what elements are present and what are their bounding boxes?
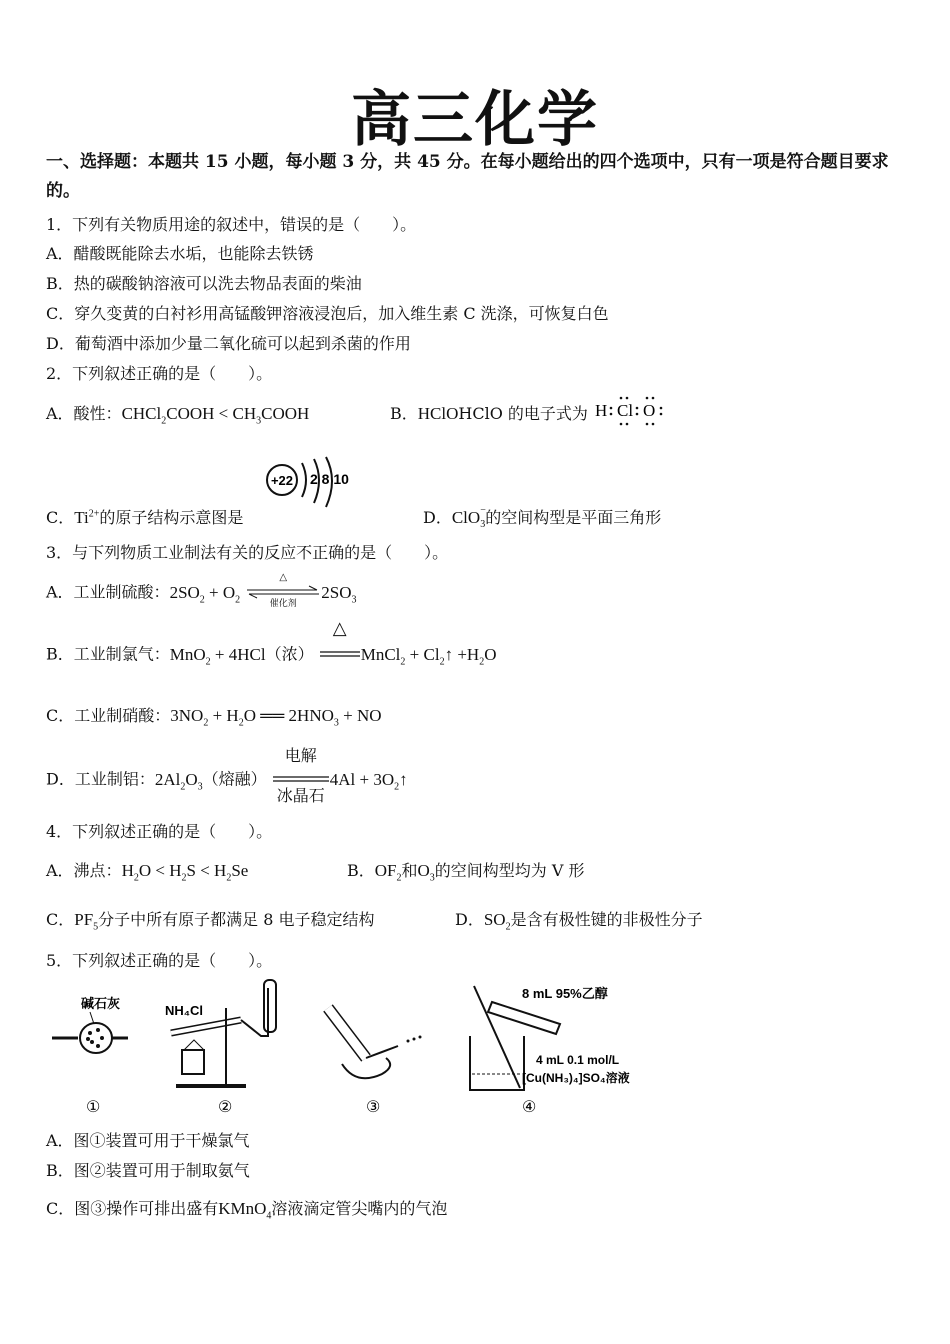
svg-text:O: O (643, 400, 656, 420)
q4-option-d: D．$SO_2$是含有极性键的非极性分子 (455, 910, 703, 933)
q4-option-a: A．沸点：$H_2O < H_2S < H_2Se$ (46, 861, 249, 884)
question-3-stem: 3．与下列物质工业制法有关的反应不正确的是（ ）。 (46, 543, 449, 562)
reaction-equals-sign (319, 618, 361, 670)
q4-d-prefix: D． (455, 910, 484, 929)
q4-b-text2: 的空间构型均为 V 形 (434, 861, 585, 880)
q3-d-condition-top: 电解 (284, 746, 317, 765)
q5-c-prefix: C．图③操作可排出盛有 (46, 1199, 219, 1218)
q3-a-condition-bottom: 催化剂 (269, 599, 297, 609)
q3-option-a: A．工业制硫酸：$2SO_2 + O_2$ △ 催化剂 $2SO_3$ (46, 572, 357, 609)
q2-b-prefix: B． (390, 404, 418, 423)
section-heading: 一、选择题：本题共 15 小题，每小题 3 分，共 45 分。在每小题给出的四个选项中，只有一项是符合题目要求的。 (46, 152, 889, 201)
q1-option-c: C．穿久变黄的白衬衫用高锰酸钾溶液浸泡后，加入维生素 C 洗涤，可恢复白色 (46, 304, 609, 323)
q3-b-prefix: B．工业制氯气： (46, 644, 170, 664)
reversible-arrow (245, 572, 321, 609)
question-1-stem: 1．下列有关物质用途的叙述中，错误的是（ ）。 (46, 215, 417, 234)
electrolysis-equals-sign (272, 746, 330, 805)
q2-c-prefix: C． (46, 508, 75, 527)
q2-c-text: 的原子结构示意图是 (99, 508, 244, 527)
q2-a-formula: CHCl$_2$COOH < $CH_3COOH$ (121, 404, 310, 427)
q2-d-text: 的空间构型是平面三角形 (485, 508, 662, 527)
beaker-ethanol-apparatus (470, 986, 630, 1116)
q3-option-b: B．工业制氯气：MnO$_2$ + 4HCl（浓） △ MnCl$_2$ + $Cl_2↑ +H_2O$ (46, 640, 496, 670)
q2-option-d: D．ClO $_{- 3}$的空间构型是平面三角形 (423, 505, 662, 531)
q5-option-a: A．图①装置可用于干燥氯气 (46, 1131, 250, 1150)
drying-tube-apparatus (52, 996, 128, 1116)
q1-option-a: A．醋酸既能除去水垢，也能除去铁锈 (46, 244, 314, 263)
ethanol-label: 8 mL 95%乙醇 (522, 986, 608, 1001)
page-title: 高三化学 (351, 85, 599, 155)
q3-b-condition-top: △ (332, 618, 347, 639)
q2-option-c: C．$Ti^{2+}$的原子结构示意图是 (46, 508, 244, 527)
hclo-electron-formula (593, 394, 675, 428)
ammonia-generation-apparatus (165, 980, 276, 1116)
q4-b-text1: 和 (401, 861, 418, 880)
figure-number-1: ① (86, 1099, 101, 1116)
q3-a-prefix: A．工业制硫酸： (46, 582, 170, 602)
q5-c-text: 溶液滴定管尖嘴内的气泡 (271, 1199, 448, 1218)
q4-a-prefix: A．沸点： (46, 861, 122, 880)
q5-option-c: C．图③操作可排出盛有KMnO$_4$溶液滴定管尖嘴内的气泡 (46, 1199, 448, 1222)
q4-b-prefix: B． (347, 861, 375, 880)
q3-a-condition-top: △ (279, 572, 288, 583)
solution-label: [Cu(NH₃)₄]SO₄溶液 (522, 1071, 630, 1085)
svg-text:Cl: Cl (617, 400, 634, 420)
soda-lime-label: 碱石灰 (81, 996, 121, 1011)
ti-nucleus-label: +22 (270, 473, 294, 488)
q5-option-b: B．图②装置可用于制取氨气 (46, 1161, 250, 1180)
svg-text:H: H (595, 400, 608, 420)
q3-d-melt: （熔融） (202, 769, 267, 789)
q3-d-prefix: D．工业制铝： (46, 769, 155, 789)
ti-shell-electrons: 2 8 10 (310, 471, 349, 487)
nh4cl-label: NH₄Cl (165, 1003, 203, 1018)
question-2-stem: 2．下列叙述正确的是（ ）。 (46, 364, 273, 383)
q1-option-b: B．热的碳酸钠溶液可以洗去物品表面的柴油 (46, 274, 362, 293)
q2-d-prefix: D． (423, 508, 452, 527)
q1-option-d: D．葡萄酒中添加少量二氧化硫可以起到杀菌的作用 (46, 334, 411, 353)
q2-b-text: HClO 的电子式为 (458, 404, 588, 423)
question-4-stem: 4．下列叙述正确的是（ ）。 (46, 822, 273, 841)
q4-option-b: B．$OF_2$和$O_3$的空间构型均为 V 形 (347, 861, 585, 884)
q3-option-d: D．工业制铝：$2Al_2O_3$（熔融） 电解 冰晶石 $4Al + 3O_2↑$ (46, 765, 408, 795)
q4-option-c: C．$PF_5$分子中所有原子都满足 8 电子稳定结构 (46, 910, 375, 933)
q3-b-conc: （浓） (265, 644, 314, 664)
q4-c-text: 分子中所有原子都满足 8 电子稳定结构 (98, 910, 375, 929)
figure-number-4: ④ (522, 1099, 537, 1116)
ti-atomic-structure-diagram (262, 455, 357, 517)
burette-bubble-removal (328, 1008, 422, 1116)
concentration-label: 4 mL 0.1 mol/L (536, 1053, 620, 1067)
q4-c-prefix: C． (46, 910, 75, 929)
q3-d-condition-bottom: 冰晶石 (276, 786, 325, 805)
q2-option-a (46, 401, 309, 426)
apparatus-figure (46, 978, 666, 1120)
q2-option-b: B．HClOHClO 的电子式为 H Cl O (390, 401, 675, 428)
figure-number-2: ② (218, 1099, 233, 1116)
q3-c-prefix: C．工业制硝酸： (46, 706, 171, 725)
q3-option-c: C．工业制硝酸：$3NO_2 + H_2O$ ══ $2HNO_3$ + NO (46, 706, 382, 729)
question-5-stem: 5．下列叙述正确的是（ ）。 (46, 951, 273, 970)
figure-number-3: ③ (366, 1099, 381, 1116)
q4-d-text: 是含有极性键的非极性分子 (510, 910, 703, 929)
q2-a-prefix: A．酸性： (46, 404, 122, 423)
